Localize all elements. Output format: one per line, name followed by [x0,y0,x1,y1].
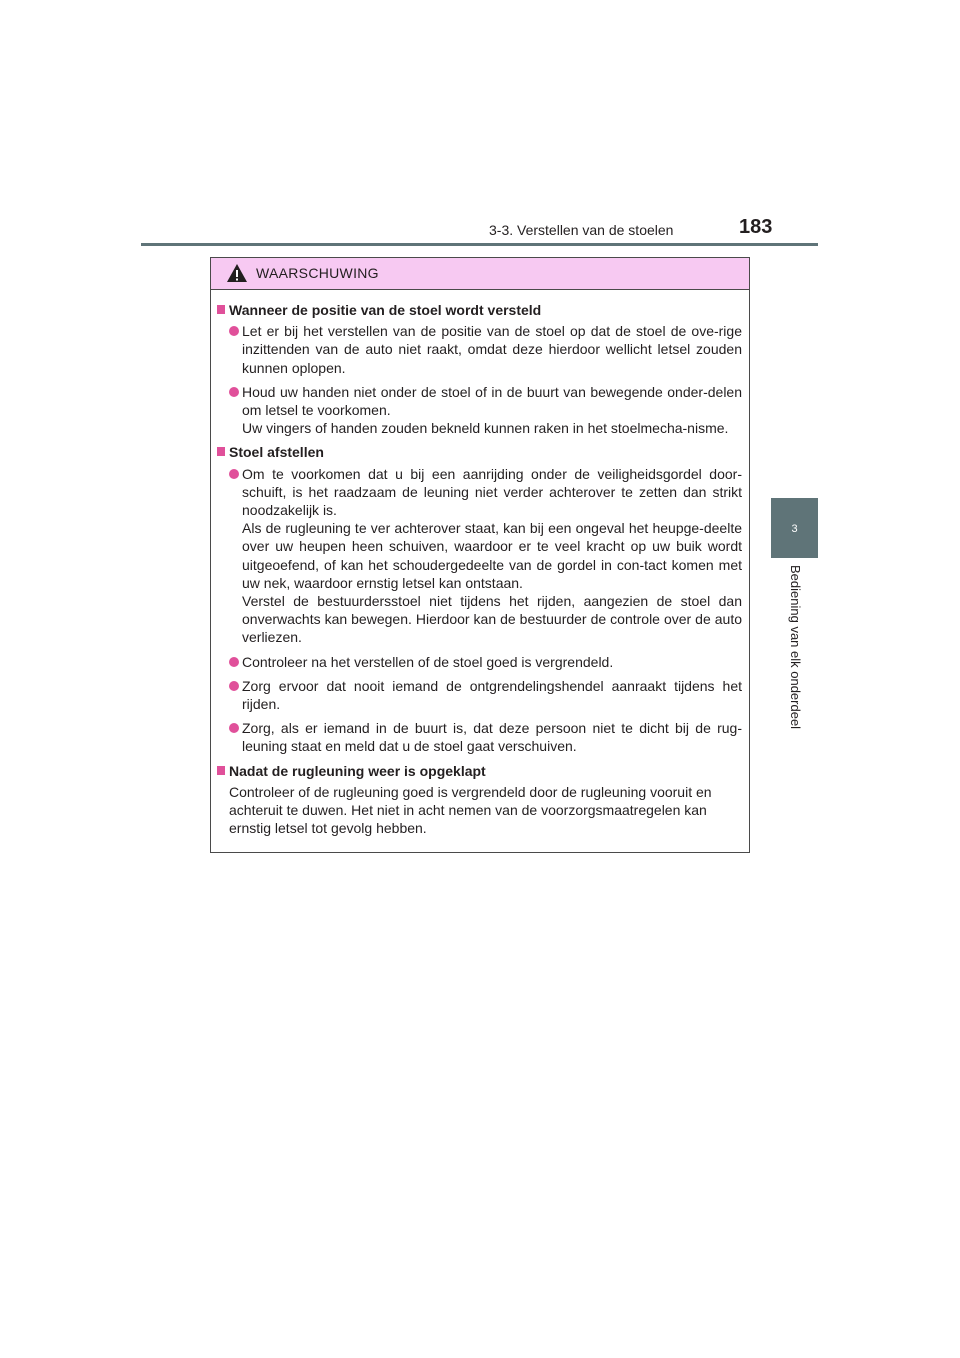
section-text: Controleer of de rugleuning goed is vergrendeld door de rugleuning vooruit en achteruit te duwen. Het niet in acht nemen van de voorzorgsmaatregelen kan ernstig letsel tot gevolg hebben. [229,783,712,837]
chapter-title: Bediening van elk onderdeel [788,565,803,730]
warning-triangle-icon [226,263,248,283]
warning-box [210,257,750,853]
square-bullet-icon [217,305,225,314]
page-number: 183 [739,216,773,238]
warning-body [211,290,749,837]
list-item: Let er bij het verstellen van de positie van de stoel op dat de stoel de ove-rige inzittenden van de auto niet raakt, omdat deze hierdoor wellicht letsel zouden kunnen oplopen. [217,322,742,377]
section-title: 3-3. Verstellen van de stoelen [489,222,674,238]
round-bullet-icon [229,326,239,336]
list-item: Controleer na het verstellen of de stoel goed is vergrendeld. [217,653,742,671]
chapter-tab [771,498,818,558]
round-bullet-icon [229,723,239,733]
section-heading: Wanneer de positie van de stoel wordt versteld [217,301,742,319]
round-bullet-icon [229,469,239,479]
chapter-number: 3 [791,523,798,535]
list-item: Om te voorkomen dat u bij een aanrijding onder de veiligheidsgordel door-schuift, is het raadzaam de leuning niet verder achterover te zetten dan strikt noodzakelijk is. Als de rugleuning te ver achterover staat, kan bij een ongeval het heupge-deelte over uw heupen heen schuiven, waardoor er te veel kracht op uw buik wordt uitgeoefend, of kan het schoudergedeelte van de gordel in con-tact komen met uw nek, waardoor ernstig letsel kan ontstaan. Verstel de bestuurdersstoel niet tijdens het rijden, aangezien de stoel dan onverwachts kan bewegen. Hierdoor kan de bestuurder de controle over de auto verliezen. [217,465,742,647]
round-bullet-icon [229,657,239,667]
warning-header [211,258,749,290]
round-bullet-icon [229,681,239,691]
header-divider [141,243,818,246]
square-bullet-icon [217,447,225,456]
section-heading: Nadat de rugleuning weer is opgeklapt [217,762,742,780]
round-bullet-icon [229,387,239,397]
list-item: Zorg, als er iemand in de buurt is, dat deze persoon niet te dicht bij de rug-leuning staat en meld dat u de stoel gaat verschuiven. [217,719,742,755]
section-heading: Stoel afstellen [217,443,742,461]
warning-title: WAARSCHUWING [256,265,379,281]
list-item: Houd uw handen niet onder de stoel of in de buurt van bewegende onder-delen om letsel te voorkomen. Uw vingers of handen zouden bekneld kunnen raken in het stoelmecha-nisme. [217,383,742,438]
square-bullet-icon [217,766,225,775]
list-item: Zorg ervoor dat nooit iemand de ontgrendelingshendel aanraakt tijdens het rijden. [217,677,742,713]
